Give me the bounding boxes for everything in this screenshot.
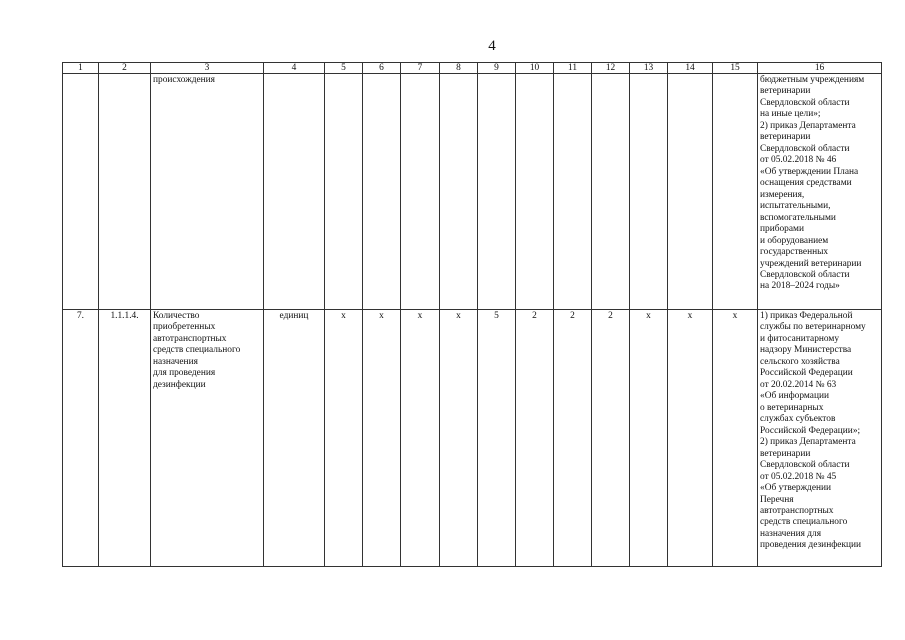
source-line: Российской Федерации»; bbox=[760, 425, 861, 436]
indicator-name-line: дезинфекции bbox=[153, 379, 206, 390]
header-col-11: 11 bbox=[554, 63, 592, 74]
source-line: на 2018–2024 годы» bbox=[760, 281, 840, 292]
value-cell bbox=[630, 74, 668, 310]
source-line: 2) приказ Департамента bbox=[760, 437, 856, 448]
header-col-15: 15 bbox=[713, 63, 758, 74]
value-cell bbox=[554, 74, 592, 310]
row-number: 7. bbox=[63, 310, 99, 567]
value-cell bbox=[668, 74, 713, 310]
value-cell bbox=[713, 74, 758, 310]
header-col-4: 4 bbox=[264, 63, 325, 74]
indicator-name-line: средств специального bbox=[153, 345, 241, 356]
unit bbox=[264, 74, 325, 310]
value-cell bbox=[363, 74, 401, 310]
row-number bbox=[63, 74, 99, 310]
source-line: приборами bbox=[760, 224, 804, 235]
row-code: 1.1.1.4. bbox=[99, 310, 151, 567]
source-line: ветеринарии bbox=[760, 86, 811, 97]
indicators-table bbox=[62, 62, 882, 567]
header-col-10: 10 bbox=[516, 63, 554, 74]
source-line: государственных bbox=[760, 247, 829, 258]
table-row bbox=[63, 74, 882, 310]
header-col-3: 3 bbox=[151, 63, 264, 74]
source-line: на иные цели»; bbox=[760, 109, 821, 120]
source-line: автотранспортных bbox=[760, 505, 834, 516]
source-line: и оборудованием bbox=[760, 235, 829, 246]
page-number: 4 bbox=[488, 38, 496, 54]
source-line: от 05.02.2018 № 45 bbox=[760, 471, 837, 482]
value-cell: x bbox=[325, 310, 363, 567]
indicator-name bbox=[151, 74, 264, 310]
row-code bbox=[99, 74, 151, 310]
value-cell: x bbox=[440, 310, 478, 567]
source-line: и фитосанитарному bbox=[760, 333, 840, 344]
source-line: Свердловской области bbox=[760, 460, 850, 471]
source-line: службах субъектов bbox=[760, 414, 836, 425]
source-line: 1) приказ Федеральной bbox=[760, 311, 853, 321]
source-line: Перечня bbox=[760, 494, 794, 505]
source-line: учреждений ветеринарии bbox=[760, 258, 862, 269]
value-cell: x bbox=[668, 310, 713, 567]
value-cell: x bbox=[363, 310, 401, 567]
indicator-name-line: для проведения bbox=[153, 368, 216, 379]
unit: единиц bbox=[264, 310, 325, 567]
source-line: надзору Министерства bbox=[760, 345, 852, 356]
indicator-name bbox=[151, 310, 264, 567]
header-col-7: 7 bbox=[401, 63, 440, 74]
value-cell bbox=[440, 74, 478, 310]
source-line: ветеринарии bbox=[760, 448, 811, 459]
source-line: средств специального bbox=[760, 517, 848, 528]
source-line: о ветеринарных bbox=[760, 402, 824, 413]
source-line: от 20.02.2014 № 63 bbox=[760, 379, 837, 390]
source-line: от 05.02.2018 № 46 bbox=[760, 155, 837, 166]
value-cell: 2 bbox=[554, 310, 592, 567]
indicator-name-line: Количество bbox=[153, 311, 200, 321]
source-line: «Об утверждении Плана bbox=[760, 166, 859, 177]
table-row bbox=[63, 310, 882, 567]
source-line: Свердловской области bbox=[760, 143, 850, 154]
value-cell: x bbox=[401, 310, 440, 567]
source-line: проведения дезинфекции bbox=[760, 540, 862, 551]
indicator-name-line: приобретенных bbox=[153, 322, 216, 333]
source-line: 2) приказ Департамента bbox=[760, 120, 856, 131]
header-col-1: 1 bbox=[63, 63, 99, 74]
source-line: сельского хозяйства bbox=[760, 356, 840, 367]
header-col-2: 2 bbox=[99, 63, 151, 74]
header-col-5: 5 bbox=[325, 63, 363, 74]
value-cell: 2 bbox=[592, 310, 630, 567]
header-col-14: 14 bbox=[668, 63, 713, 74]
value-cell bbox=[401, 74, 440, 310]
indicator-name-line: происхождения bbox=[153, 75, 215, 85]
value-cell: x bbox=[713, 310, 758, 567]
value-cell bbox=[516, 74, 554, 310]
source-line: Российской Федерации bbox=[760, 368, 853, 379]
header-col-8: 8 bbox=[440, 63, 478, 74]
header-col-9: 9 bbox=[478, 63, 516, 74]
source-line: «Об информации bbox=[760, 391, 829, 402]
header-col-13: 13 bbox=[630, 63, 668, 74]
source-line: испытательными, bbox=[760, 201, 831, 212]
value-cell bbox=[478, 74, 516, 310]
indicator-name-line: назначения bbox=[153, 356, 198, 367]
header-col-6: 6 bbox=[363, 63, 401, 74]
value-cell bbox=[592, 74, 630, 310]
source-line: вспомогательными bbox=[760, 212, 836, 223]
source-line: «Об утверждении bbox=[760, 483, 832, 494]
source-line: ветеринарии bbox=[760, 132, 811, 143]
value-cell: 2 bbox=[516, 310, 554, 567]
source-line: измерения, bbox=[760, 189, 805, 200]
value-cell bbox=[325, 74, 363, 310]
value-cell: x bbox=[630, 310, 668, 567]
source-line: Свердловской области bbox=[760, 269, 850, 280]
indicator-name-line: автотранспортных bbox=[153, 333, 227, 344]
source-line: службы по ветеринарному bbox=[760, 322, 866, 333]
value-cell: 5 bbox=[478, 310, 516, 567]
source-line: Свердловской области bbox=[760, 97, 850, 108]
source-document bbox=[758, 310, 882, 567]
source-line: назначения для bbox=[760, 528, 822, 539]
source-line: бюджетным учреждениям bbox=[760, 75, 865, 85]
header-row bbox=[63, 63, 882, 74]
source-document bbox=[758, 74, 882, 310]
header-col-16: 16 bbox=[758, 63, 882, 74]
source-line: оснащения средствами bbox=[760, 178, 852, 189]
header-col-12: 12 bbox=[592, 63, 630, 74]
